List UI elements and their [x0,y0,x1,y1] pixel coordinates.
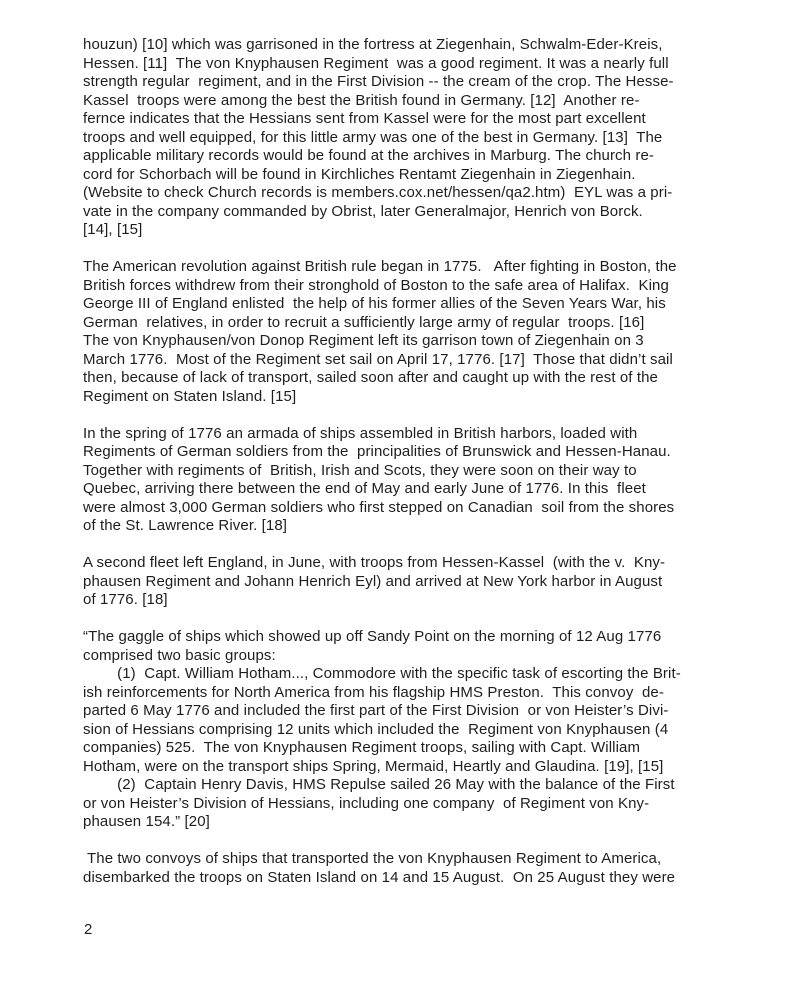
text-line: (2) Captain Henry Davis, HMS Repulse sailed 26 May with the balance of the First [83,776,675,793]
text-line: comprised two basic groups: [83,646,276,664]
paragraph [83,36,763,240]
text-line: phausen Regiment and Johann Henrich Eyl) and arrived at New York harbor in August [83,572,663,590]
text-line: A second fleet left England, in June, with troops from Hessen-Kassel (with the v. Kny- [83,554,666,571]
text-line: then, because of lack of transport, sailed soon after and caught up with the rest of the [83,369,658,386]
text-line: The two convoys of ships that transported the von Knyphausen Regiment to America, [83,850,662,867]
text-line: applicable military records would be found at the archives in Marburg. The church re- [83,147,654,164]
text-line: ish reinforcements for North America from his flagship HMS Preston. This convoy de- [83,683,664,701]
paragraph [83,425,763,536]
text-line: Regiment on Staten Island. [15] [83,387,297,405]
text-line: In the spring of 1776 an armada of ships assembled in British harbors, loaded with [83,424,638,442]
text-line: parted 6 May 1776 and included the first part of the First Division or von Heister’s Divi- [83,702,669,719]
paragraph [83,554,763,610]
text-line: March 1776. Most of the Regiment set sail on April 17, 1776. [17] Those that didn’t sail [83,350,673,368]
text-line: “The gaggle of ships which showed up off Sandy Point on the morning of 12 Aug 1776 [83,628,662,645]
text-line: companies) 525. The von Knyphausen Regiment troops, sailing with Capt. William [83,739,641,756]
text-line: The von Knyphausen/von Donop Regiment left its garrison town of Ziegenhain on 3 [83,332,644,349]
text-line: Together with regiments of British, Irish and Scots, they were soon on their way to [83,461,637,479]
text-line: or von Heister’s Division of Hessians, including one company of Regiment von Kny- [83,794,650,812]
text-line: Regiments of German soldiers from the principalities of Brunswick and Hessen-Hanau. [83,443,671,460]
text-line: strength regular regiment, and in the First Division -- the cream of the crop. The Hesse- [83,73,674,90]
text-line: Kassel troops were among the best the British found in Germany. [12] Another re- [83,91,640,109]
text-line: Quebec, arriving there between the end of May and early June of 1776. In this fleet [83,480,646,497]
text-line: disembarked the troops on Staten Island on 14 and 15 August. On 25 August they were [83,868,676,886]
text-line: [14], [15] [83,221,143,238]
text-line: Hotham, were on the transport ships Spring, Mermaid, Heartly and Glaudina. [19], [15] [83,757,664,775]
text-line: cord for Schorbach will be found in Kirchliches Rentamt Ziegenhain in Ziegenhain. [83,165,636,183]
text-line: phausen 154.” [20] [83,813,210,830]
text-line: fernce indicates that the Hessians sent from Kassel were for the most part excellent [83,110,646,127]
text-line: troops and well equipped, for this little army was one of the best in Germany. [13] The [83,128,663,146]
text-line: British forces withdrew from their stronghold of Boston to the safe area of Halifax. King [83,276,669,294]
text-line: vate in the company commanded by Obrist, later Generalmajor, Henrich von Borck. [83,202,643,220]
text-line: The American revolution against British rule began in 1775. After fighting in Boston, the [83,258,677,275]
paragraph [83,628,763,832]
text-line: sion of Hessians comprising 12 units which included the Regiment von Knyphausen (4 [83,720,669,738]
text-line: were almost 3,000 German soldiers who first stepped on Canadian soil from the shores [83,498,675,516]
text-line: Hessen. [11] The von Knyphausen Regiment was a good regiment. It was a nearly full [83,54,669,72]
text-line: (Website to check Church records is members.cox.net/hessen/qa2.htm) EYL was a pri- [83,184,673,201]
page-number: 2 [84,921,93,938]
text-line: (1) Capt. William Hotham..., Commodore with the specific task of escorting the Brit- [83,665,681,682]
text-line: of the St. Lawrence River. [18] [83,517,288,534]
paragraph [83,850,763,887]
text-line: George III of England enlisted the help of his former allies of the Seven Years War, his [83,295,666,312]
text-block [83,36,763,906]
text-line: houzun) [10] which was garrisoned in the fortress at Ziegenhain, Schwalm-Eder-Kreis, [83,36,663,53]
text-line: German relatives, in order to recruit a sufficiently large army of regular troops. [16] [83,313,645,331]
text-line: of 1776. [18] [83,591,168,608]
paragraph [83,258,763,406]
